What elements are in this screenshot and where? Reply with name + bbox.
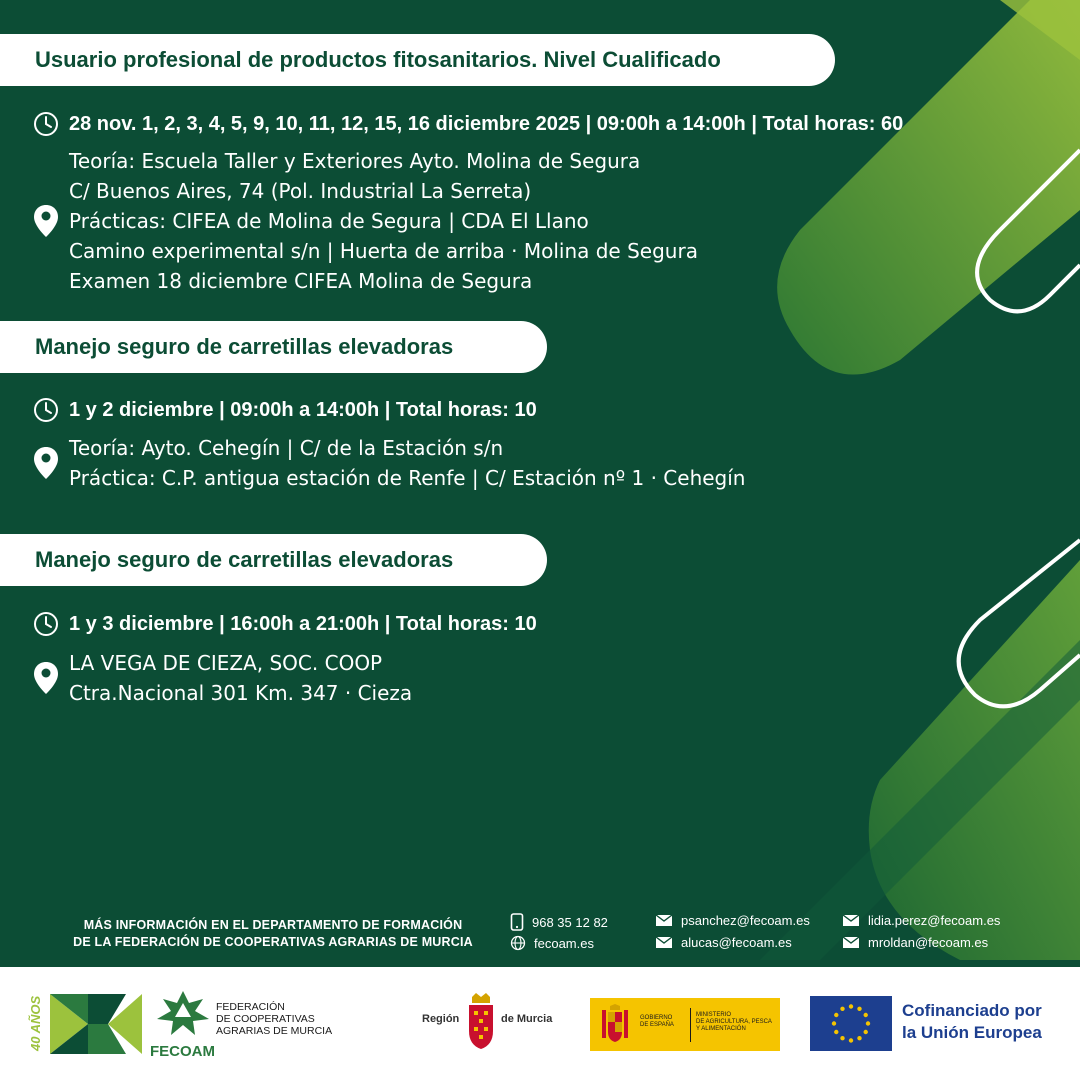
region-label-right: de Murcia <box>501 1013 553 1025</box>
email-address: psanchez@fecoam.es <box>681 913 810 928</box>
course-schedule-3 <box>33 611 537 637</box>
ministry-line: Y ALIMENTACIÓN <box>696 1026 746 1032</box>
address-line: C/ Buenos Aires, 74 (Pol. Industrial La Serreta) <box>69 179 532 203</box>
eu-cofinance-text <box>902 1000 1042 1044</box>
region-label-left: Región <box>422 1013 460 1025</box>
course-location-1 <box>33 146 698 296</box>
murcia-coat-of-arms <box>466 993 496 1051</box>
clock-icon <box>33 611 59 637</box>
ministry-text <box>696 1012 772 1033</box>
course-title-3: Manejo seguro de carretillas elevadoras <box>0 534 547 586</box>
eu-star <box>834 1030 838 1034</box>
address-line: Teoría: Ayto. Cehegín | C/ de la Estación s/n <box>69 436 504 460</box>
fecoam-line: AGRARIAS DE MURCIA <box>216 1025 333 1037</box>
anniversary-logo <box>28 989 148 1059</box>
eu-star <box>864 1013 868 1017</box>
address-block <box>69 433 745 493</box>
eu-star <box>864 1030 868 1034</box>
course-location-3 <box>33 648 412 708</box>
eu-star <box>834 1013 838 1017</box>
course-title-1: Usuario profesional de productos fitosanitarios. Nivel Cualificado <box>0 34 835 86</box>
address-line: LA VEGA DE CIEZA, SOC. COOP <box>69 651 383 675</box>
footer-logos <box>0 965 1080 1080</box>
eu-star <box>849 1038 853 1042</box>
divider <box>690 1008 691 1042</box>
eu-flag <box>810 996 892 1051</box>
eu-star <box>866 1021 870 1025</box>
phone-contact[interactable] <box>510 913 608 931</box>
fecoam-full-name <box>216 1001 332 1037</box>
email-contact[interactable] <box>842 913 1000 928</box>
mail-icon <box>655 936 673 949</box>
schedule-text: 1 y 2 diciembre | 09:00h a 14:00h | Total horas: 10 <box>69 399 537 421</box>
course-location-2 <box>33 433 745 493</box>
mail-icon <box>842 936 860 949</box>
fecoam-line: DE COOPERATIVAS <box>216 1013 315 1025</box>
clock-icon <box>33 397 59 423</box>
email-contact[interactable] <box>655 935 792 950</box>
phone-number: 968 35 12 82 <box>532 914 608 930</box>
location-pin-icon <box>33 661 59 695</box>
email-contact[interactable] <box>655 913 810 928</box>
location-pin-icon <box>33 204 59 238</box>
course-title-2: Manejo seguro de carretillas elevadoras <box>0 321 547 373</box>
address-line: Prácticas: CIFEA de Molina de Segura | CDA El Llano <box>69 209 589 233</box>
info-line-2: DE LA FEDERACIÓN DE COOPERATIVAS AGRARIAS DE MURCIA <box>73 935 473 949</box>
gobierno-text <box>640 1015 674 1029</box>
eu-star <box>849 1004 853 1008</box>
clock-icon <box>33 111 59 137</box>
eu-star <box>840 1007 844 1011</box>
info-line-1: MÁS INFORMACIÓN EN EL DEPARTAMENTO DE FORMACIÓN <box>83 918 463 932</box>
address-line: Ctra.Nacional 301 Km. 347 · Cieza <box>69 681 413 705</box>
address-line: Camino experimental s/n | Huerta de arriba · Molina de Segura <box>69 239 698 263</box>
web-contact[interactable] <box>510 935 594 951</box>
address-line: Teoría: Escuela Taller y Exteriores Ayto. Molina de Segura <box>69 149 641 173</box>
more-info-text <box>48 917 498 951</box>
ministry-line: DE AGRICULTURA, PESCA <box>696 1019 772 1025</box>
eu-star <box>857 1036 861 1040</box>
fecoam-wordmark: FECOAM <box>150 1043 215 1060</box>
location-pin-icon <box>33 446 59 480</box>
email-address: lidia.perez@fecoam.es <box>868 913 1001 928</box>
schedule-text: 1 y 3 diciembre | 16:00h a 21:00h | Total horas: 10 <box>69 613 537 635</box>
address-line: Examen 18 diciembre CIFEA Molina de Segura <box>69 269 533 293</box>
fecoam-logo-icon <box>153 989 213 1039</box>
mail-icon <box>842 914 860 927</box>
gobierno-espana-logo <box>590 998 780 1051</box>
website-link: fecoam.es <box>534 935 594 951</box>
ministry-line: MINISTERIO <box>696 1012 732 1018</box>
eu-star <box>832 1021 836 1025</box>
email-contact[interactable] <box>842 935 988 950</box>
gob-line: GOBIERNO <box>640 1015 673 1021</box>
course-schedule-1 <box>33 111 903 137</box>
gob-line: DE ESPAÑA <box>640 1022 674 1028</box>
fecoam-line: FEDERACIÓN <box>216 1001 285 1013</box>
address-line: Práctica: C.P. antigua estación de Renfe | C/ Estación nº 1 · Cehegín <box>69 466 746 490</box>
email-address: mroldan@fecoam.es <box>868 935 989 950</box>
address-block <box>69 146 698 296</box>
spain-coat-of-arms <box>598 1004 632 1044</box>
mail-icon <box>655 914 673 927</box>
svg-text:40 AÑOS: 40 AÑOS <box>28 995 43 1051</box>
eu-line: la Unión Europea <box>902 1023 1042 1042</box>
globe-icon <box>510 935 526 951</box>
eu-line: Cofinanciado por <box>902 1001 1042 1020</box>
course-schedule-2 <box>33 397 537 423</box>
schedule-text: 28 nov. 1, 2, 3, 4, 5, 9, 10, 11, 12, 15, 16 diciembre 2025 | 09:00h a 14:00h | Total horas: 60 <box>69 113 904 135</box>
phone-icon <box>510 913 524 931</box>
address-block <box>69 648 412 708</box>
email-address: alucas@fecoam.es <box>681 935 792 950</box>
eu-star <box>840 1036 844 1040</box>
eu-star <box>857 1007 861 1011</box>
